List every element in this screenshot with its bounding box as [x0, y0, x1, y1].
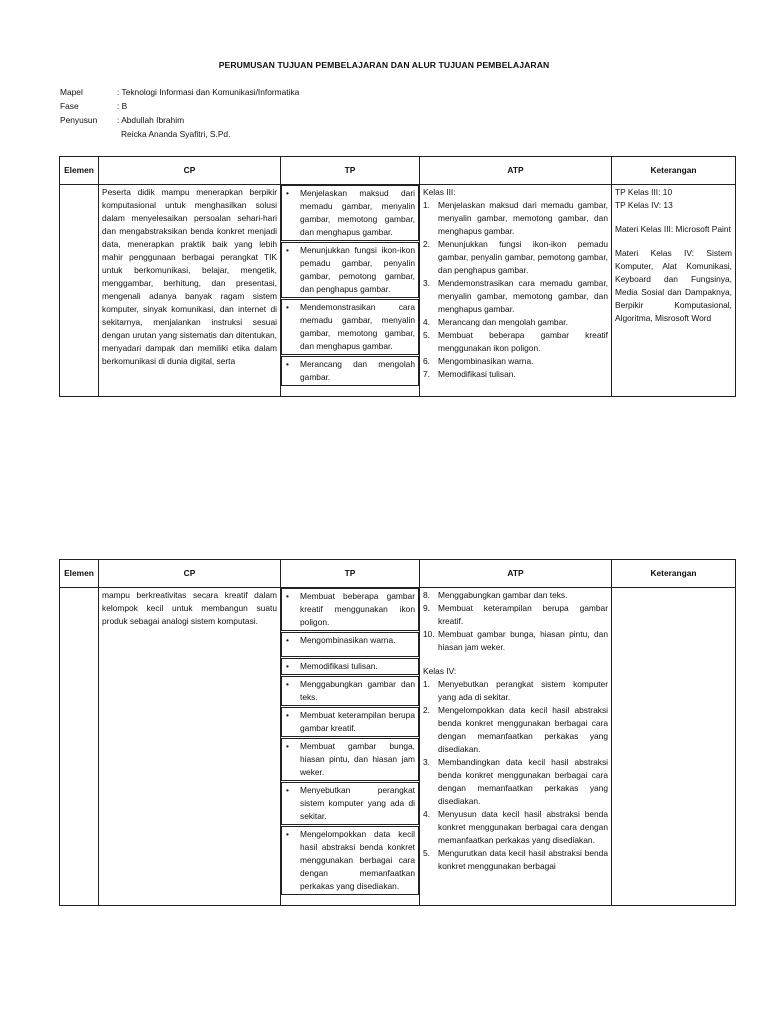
keterangan-cell [612, 588, 736, 906]
atp-item: 10. Membuat gambar bunga, hiasan pintu, dan hiasan jam weker. [423, 629, 608, 653]
bullet-icon: • [286, 710, 289, 721]
atp-item: 6. Mengombinasikan warna. [423, 356, 534, 367]
bullet-icon: • [286, 679, 289, 690]
meta-fase [60, 100, 299, 114]
meta-penyusun-value-2: Reicka Ananda Syafitri, S.Pd. [121, 129, 231, 139]
meta-penyusun-label: Penyusun [60, 115, 98, 125]
cp-cell [99, 185, 281, 397]
tp-item: • Memodifikasi tulisan. [281, 658, 419, 675]
tp-item: • Mengombinasikan warna. [281, 632, 419, 657]
table-2-header [60, 560, 736, 588]
elemen-cell [60, 588, 99, 906]
bullet-icon: • [286, 302, 289, 313]
atp-item: 7. Memodifikasi tulisan. [423, 369, 516, 380]
cp-text: Peserta didik mampu menerapkan berpikir komputasional untuk menghasilkan solusi dalam menyelesaikan persoalan sehari-hari dan mengabstraksikan benda konkret menjadi data, menerapkan praktik baik yang lebih mahir penggunaan berbagai perangkat TIK untuk berkomunikasi, belajar, mengetik, menggambar, berhitung, dan presentasi, mengenali adanya banyak ragam sistem komputer, sinyak komunikasi, dan internet di sekitarnya, menjalankan instruksi sesuai dengan urutan yang sistematis dan ditentukan, menyadari dampak dan memiliki etika dalam berkomunikasi di dunia digital, serta [102, 187, 277, 367]
atp-heading-kelas-iv: Kelas IV: [423, 666, 457, 677]
document-title: PERUMUSAN TUJUAN PEMBELAJARAN DAN ALUR TUJUAN PEMBELAJARAN [218, 60, 550, 70]
atp-item: 5. Membuat beberapa gambar kreatif menggunakan ikon poligon. [423, 330, 608, 354]
bullet-icon: • [286, 785, 289, 796]
keterangan-line: TP Kelas III: 10 [615, 187, 673, 197]
header-tp: TP [281, 157, 420, 185]
header-atp: ATP [420, 157, 612, 185]
cp-cell [99, 588, 281, 906]
tp-item: • Mengelompokkan data kecil hasil abstraksi benda konkret menggunakan berbagai cara dengan memanfaatkan perkakas yang disediakan. [281, 826, 419, 895]
cp-text: mampu berkreativitas secara kreatif dalam kelompok kecil untuk membangun suatu produk sebagai analogi sistem komputasi. [102, 590, 277, 627]
header-atp: ATP [420, 560, 612, 588]
keterangan-cell [612, 185, 736, 397]
tp-item: • Membuat beberapa gambar kreatif menggunakan ikon poligon. [281, 588, 419, 631]
keterangan-line: TP Kelas IV: 13 [615, 200, 673, 211]
bullet-icon: • [286, 591, 289, 601]
header-tp: TP [281, 560, 420, 588]
meta-mapel-label: Mapel [60, 87, 83, 97]
bullet-icon: • [286, 661, 289, 672]
tp-item: • Merancang dan mengolah gambar. [281, 356, 419, 386]
table-1 [59, 156, 736, 397]
atp-item: 8. Menggabungkan gambar dan teks. [423, 590, 568, 600]
header-keterangan: Keterangan [612, 157, 736, 185]
table-row [60, 588, 736, 906]
atp-item: 4. Merancang dan mengolah gambar. [423, 317, 568, 328]
table-2 [59, 559, 736, 906]
atp-item: 1. Menyebutkan perangkat sistem komputer yang ada di sekitar. [423, 679, 608, 703]
bullet-icon: • [286, 635, 289, 646]
keterangan-line: Materi Kelas III: Microsoft Paint [615, 224, 731, 235]
atp-cell [420, 588, 612, 906]
elemen-cell [60, 185, 99, 397]
meta-fase-value: : B [117, 101, 128, 111]
atp-item: 9. Membuat keterampilan berupa gambar kreatif. [423, 603, 608, 627]
atp-item: 3. Mendemonstrasikan cara memadu gambar, menyalin gambar, memotong gambar, dan menghapus gambar. [423, 278, 608, 315]
atp-heading-kelas-iii: Kelas III: [423, 187, 456, 197]
header-elemen: Elemen [60, 157, 99, 185]
meta-penyusun [60, 114, 299, 128]
tp-item: • Membuat gambar bunga, hiasan pintu, dan hiasan jam weker. [281, 738, 419, 781]
tp-item: • Membuat keterampilan berupa gambar kreatif. [281, 707, 419, 737]
tp-item: • Menunjukkan fungsi ikon-ikon pemadu gambar, penyalin gambar, pemotong gambar, dan penghapus gambar. [281, 242, 419, 298]
atp-item: 5. Mengurutkan data kecil hasil abstraksi benda konkret menggunakan berbagai [423, 848, 608, 872]
atp-item: 1. Menjelaskan maksud dari memadu gambar, menyalin gambar, memotong gambar, dan menghapus gambar. [423, 200, 608, 237]
tp-item: • Menjelaskan maksud dari memadu gambar, menyalin gambar, memotong gambar, dan menghapus gambar. [281, 185, 419, 241]
tp-cell [281, 588, 420, 906]
header-cp: CP [99, 157, 281, 185]
bullet-icon: • [286, 245, 289, 256]
tp-cell [281, 185, 420, 397]
bullet-icon: • [286, 188, 289, 198]
header-keterangan: Keterangan [612, 560, 736, 588]
atp-item: 3. Membandingkan data kecil hasil abstraksi benda konkret menggunakan berbagai cara dengan memanfaatkan perkakas yang disediakan. [423, 757, 608, 807]
meta-mapel-value: : Teknologi Informasi dan Komunikasi/Informatika [117, 87, 300, 97]
atp-item: 4. Menyusun data kecil hasil abstraksi benda konkret menggunakan berbagai cara dengan memanfaatkan perkakas yang disediakan. [423, 809, 608, 846]
atp-cell [420, 185, 612, 397]
tp-item: • Mendemonstrasikan cara memadu gambar, menyalin gambar, memotong gambar, dan menghapus gambar. [281, 299, 419, 355]
document-meta [60, 86, 299, 142]
atp-item: 2. Mengelompokkan data kecil hasil abstraksi benda konkret menggunakan berbagai cara dengan memanfaatkan perkakas yang disediakan. [423, 705, 608, 755]
header-elemen: Elemen [60, 560, 99, 588]
tp-item: • Menggabungkan gambar dan teks. [281, 676, 419, 706]
keterangan-line: Materi Kelas IV: Sistem Komputer, Alat Komunikasi, Keyboard dan Fungsinya, Media Sosial dan Dampaknya, Berpikir Komputasional, Algoritma, Misrosoft Word [615, 248, 732, 324]
meta-penyusun-value: : Abdullah Ibrahim [117, 115, 185, 125]
table-row [60, 185, 736, 397]
tp-item: • Menyebutkan perangkat sistem komputer yang ada di sekitar. [281, 782, 419, 825]
meta-mapel [60, 86, 299, 100]
bullet-icon: • [286, 829, 289, 840]
atp-item: 2. Menunjukkan fungsi ikon-ikon pemadu gambar, penyalin gambar, pemotong gambar, dan penghapus gambar. [423, 239, 608, 276]
meta-penyusun-2 [60, 128, 299, 142]
bullet-icon: • [286, 741, 289, 752]
meta-fase-label: Fase [60, 101, 79, 111]
table-1-header [60, 157, 736, 185]
bullet-icon: • [286, 359, 289, 370]
header-cp: CP [99, 560, 281, 588]
